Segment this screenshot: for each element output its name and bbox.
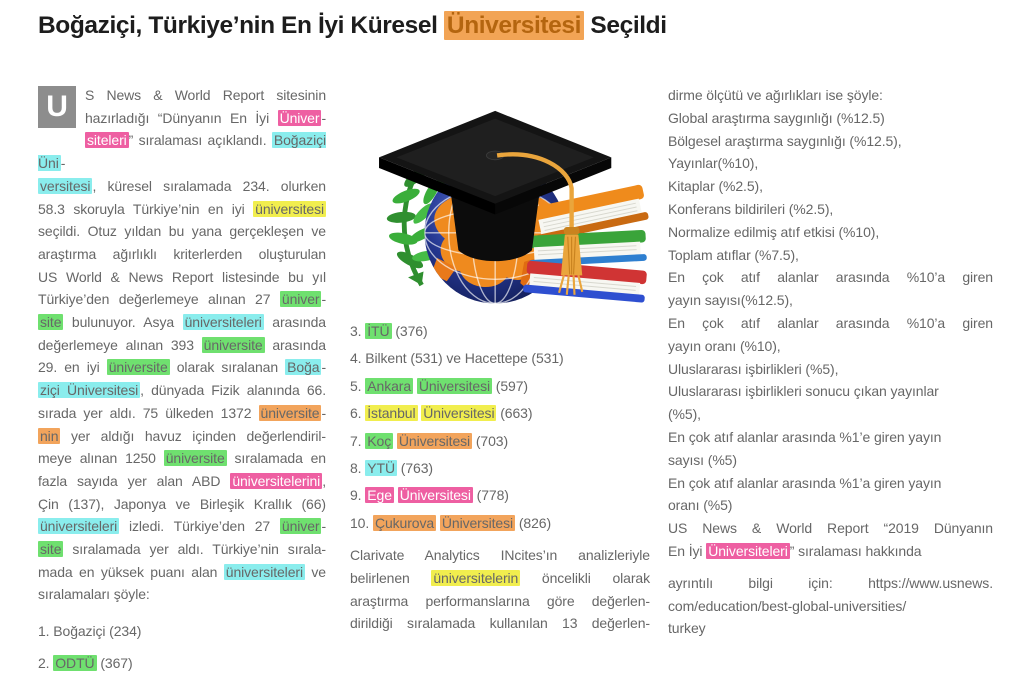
text-run: yer aldığı havuz içinden değerlendiril- <box>60 427 326 444</box>
text-line <box>38 515 326 538</box>
text-line <box>350 544 650 567</box>
text-run: - <box>321 359 327 376</box>
highlighted-text: Üniversitesi <box>398 432 471 449</box>
article-image <box>350 84 650 312</box>
text-run: yayın sayısı(%12.5), <box>668 292 793 309</box>
text-line <box>668 449 993 472</box>
highlighted-text: Üniversitesi <box>441 514 514 531</box>
text-run: belirlenen <box>350 569 432 586</box>
text-run: , dünyada Fizik alanında 66. <box>140 382 326 399</box>
text-run: En İyi <box>668 542 707 559</box>
highlighted-text: üniversiteleri <box>184 314 262 331</box>
text-run: Kitaplar (%2.5), <box>668 178 763 195</box>
text-line <box>350 510 650 537</box>
text-run: (763) <box>396 460 433 477</box>
text-run: (703) <box>472 432 509 449</box>
text-run: Çin (137), Japonya ve Birleşik Krallık (66) <box>38 495 326 512</box>
text-line <box>38 334 326 357</box>
text-line <box>668 107 993 130</box>
text-line <box>350 345 650 372</box>
text-run: 7. <box>350 432 366 449</box>
text-run: yayın oranı (%10), <box>668 337 781 354</box>
highlighted-text: üniversiteleri <box>225 563 303 580</box>
text-line <box>38 470 326 493</box>
highlighted-text: YTÜ <box>367 460 395 477</box>
text-run: mada en yüksek puanı alan <box>38 563 224 580</box>
text-run: - <box>321 518 326 535</box>
text-line <box>668 84 993 107</box>
text-line <box>668 289 993 312</box>
text-run: değerlemeye alınan 393 <box>38 336 202 353</box>
dropcap-letter: U <box>38 86 76 128</box>
text-run: sırada yer aldı. 75 ülkeden 1372 <box>38 404 259 421</box>
text-line <box>350 428 650 455</box>
text-run: , <box>322 472 326 489</box>
text-run: ve <box>304 563 326 580</box>
text-line <box>668 335 993 358</box>
text-run: (826) <box>515 514 552 531</box>
text-run: Normalize edilmiş atıf etkisi (%10), <box>668 223 880 240</box>
graduation-cap-globe-books-icon <box>350 84 650 312</box>
text-run: (663) <box>496 405 533 422</box>
text-line <box>668 152 993 175</box>
text-run: - <box>60 155 66 172</box>
text-line <box>38 447 326 470</box>
text-run: 2. <box>38 655 54 672</box>
text-line <box>350 590 650 613</box>
text-run: öncelikli olarak <box>520 569 650 586</box>
highlighted-text: üniversitelerini <box>232 472 321 489</box>
text-run: Global araştırma saygınlığı (%12.5) <box>668 109 885 126</box>
text-line <box>668 221 993 244</box>
highlighted-text: üniversite <box>108 359 168 376</box>
highlighted-text: Boğa <box>287 359 320 376</box>
text-run: US World & News Report listesinde bu yıl <box>38 268 326 285</box>
text-line <box>350 482 650 509</box>
text-run: olarak sıralanan <box>169 359 286 376</box>
highlighted-text: üniversitelerin <box>433 569 519 586</box>
text-line <box>350 373 650 400</box>
text-line <box>668 198 993 221</box>
text-line <box>38 198 326 221</box>
text-run: dirme ölçütü ve ağırlıkları ise şöyle: <box>668 87 883 103</box>
highlighted-text: İTÜ <box>367 323 390 339</box>
text-line <box>668 244 993 267</box>
highlighted-text: siteleri <box>87 132 127 149</box>
text-line <box>38 615 326 647</box>
text-line <box>38 288 326 311</box>
highlighted-text: Boğaziçi Üni <box>38 132 326 172</box>
text-line <box>38 583 326 606</box>
text-line <box>38 220 326 243</box>
text-line <box>668 540 993 563</box>
text-run: US News & World Report “2019 Dünyanın <box>668 520 993 537</box>
text-run: Yayınlar(%10), <box>668 155 759 172</box>
text-run: turkey <box>668 620 706 637</box>
text-line <box>668 517 993 540</box>
text-run: meye alınan 1250 <box>38 450 164 467</box>
text-run: Toplam atıflar (%7.5), <box>668 246 799 263</box>
text-run: sayısı (%5) <box>668 451 737 468</box>
text-line <box>38 129 326 174</box>
text-run: En çok atıf alanlar arasında %1’e giren yayın <box>668 428 942 445</box>
text-run: Clarivate Analytics INcites’ın analizleriyle <box>350 547 650 564</box>
text-run: 8. <box>350 460 366 477</box>
text-run: Seçildi <box>584 12 667 39</box>
text-run: (597) <box>491 377 528 394</box>
text-line <box>668 472 993 495</box>
text-run: S News & World Report sitesinin <box>85 87 326 103</box>
text-line <box>38 243 326 266</box>
highlighted-text: Ankara <box>367 377 412 394</box>
text-run: Uluslararası işbirlikleri (%5), <box>668 360 839 377</box>
text-run: hazırladığı “Dünyanın En İyi <box>85 109 278 126</box>
text-run: araştırma performanslarına göre değerlen- <box>350 592 650 609</box>
text-line <box>668 572 993 595</box>
highlighted-text: üniver <box>281 518 320 535</box>
text-run: (%5), <box>668 406 701 423</box>
highlighted-text: İstanbul <box>367 405 416 422</box>
text-run: Konferans bildirileri (%2.5), <box>668 200 834 217</box>
column-1 <box>38 84 326 679</box>
text-run: 58.3 skoruyla Türkiye’nin en iyi <box>38 200 254 217</box>
highlighted-text: Ege <box>367 487 392 504</box>
text-run: 10. <box>350 514 373 531</box>
text-line <box>350 400 650 427</box>
criteria-list <box>668 84 993 563</box>
text-run: (367) <box>96 655 133 672</box>
text-run: fazla sayıda yer alan ABD <box>38 472 231 489</box>
text-line <box>350 318 650 345</box>
text-line <box>350 567 650 590</box>
text-run: Boğaziçi, Türkiye’nin En İyi Küresel <box>38 12 444 39</box>
text-line <box>38 493 326 516</box>
text-run: 29. en iyi <box>38 359 107 376</box>
text-run: 3. <box>350 323 366 339</box>
text-run: bulunuyor. Asya <box>63 314 183 331</box>
text-run: arasında <box>263 314 326 331</box>
text-line <box>668 595 993 618</box>
column-3 <box>668 84 993 640</box>
text-line <box>38 425 326 448</box>
text-line <box>668 494 993 517</box>
highlighted-text: Koç <box>367 432 392 449</box>
text-line <box>668 266 993 289</box>
text-line <box>38 402 326 425</box>
text-line <box>350 455 650 482</box>
text-line <box>668 403 993 426</box>
text-run: (376) <box>391 323 428 339</box>
text-run: - <box>321 109 326 126</box>
text-line <box>38 107 326 130</box>
text-run: 1. Boğaziçi (234) <box>38 623 142 640</box>
text-run: 4. Bilkent (531) ve Hacettepe (531) <box>350 350 564 367</box>
highlighted-text: Üniversitesi <box>399 487 471 504</box>
ranking-list-bottom <box>350 318 650 537</box>
highlighted-text: üniversite <box>203 336 263 353</box>
text-run: sıralamada en <box>226 450 326 467</box>
text-line <box>38 84 326 107</box>
text-line <box>38 379 326 402</box>
text-line <box>668 380 993 403</box>
text-run: seçildi. Otuz yıldan bu yana gerçekleşen ve <box>38 223 326 240</box>
text-run: - <box>321 291 326 308</box>
text-line <box>668 175 993 198</box>
highlighted-text: site <box>40 314 62 331</box>
text-run: sıralamaları şöyle: <box>38 586 150 603</box>
text-run: - <box>321 404 326 421</box>
text-run: 5. <box>350 377 366 394</box>
highlighted-text: Çukurova <box>374 514 435 531</box>
text-run: oranı (%5) <box>668 497 733 514</box>
info-url <box>668 572 993 640</box>
text-line <box>38 647 326 679</box>
text-run: (778) <box>472 487 509 504</box>
text-run: Bölgesel araştırma saygınlığı (%12.5), <box>668 132 902 149</box>
highlighted-text: Üniver <box>279 109 320 126</box>
text-run: dirildiği sıralamada kullanılan 13 değerlen- <box>350 615 650 632</box>
text-line <box>350 612 650 635</box>
highlighted-text: nin <box>40 427 59 444</box>
text-run: izledi. Türkiye’den 27 <box>119 518 280 535</box>
text-run: En çok atıf alanlar arasında %10’a giren <box>668 269 993 286</box>
ranking-list-top <box>38 615 326 679</box>
highlighted-text: Üniversiteleri <box>708 542 788 559</box>
text-line <box>38 266 326 289</box>
highlighted-text: üniversitesi <box>255 200 324 217</box>
text-line <box>668 358 993 381</box>
text-run: ayrıntılı bilgi için: https://www.usnews. <box>668 574 993 591</box>
text-run: Türkiye’den değerlemeye alınan 27 <box>38 291 280 308</box>
text-run: En çok atıf alanlar arasında %1’a giren yayın <box>668 474 942 491</box>
highlighted-text: ODTÜ <box>55 655 95 672</box>
text-run: En çok atıf alanlar arasında %10’a giren <box>668 314 993 331</box>
text-run: sıralamada yer aldı. Türkiye’nin sırala- <box>63 541 326 558</box>
text-line <box>668 426 993 449</box>
highlighted-text: üniversite <box>260 404 320 421</box>
text-run: 9. <box>350 487 366 504</box>
text-line <box>668 130 993 153</box>
highlighted-text: üniversite <box>165 450 225 467</box>
text-run: ” sıralaması hakkında <box>789 542 922 559</box>
text-line <box>668 617 993 640</box>
text-run: 6. <box>350 405 366 422</box>
lead-paragraph <box>38 84 326 606</box>
highlighted-text: Üniversitesi <box>418 377 490 394</box>
text-run: araştırma ağırlıklı kriterlerden oluşturulan <box>38 245 326 262</box>
article-title <box>38 12 667 40</box>
text-run: , küresel sıralamada 234. olurken <box>92 177 326 194</box>
text-line <box>38 175 326 198</box>
highlighted-text: ziçi Üniversitesi <box>40 382 139 399</box>
column-2 <box>350 84 650 635</box>
text-line <box>38 311 326 334</box>
text-run: Uluslararası işbirlikleri sonucu çıkan yayınlar <box>668 383 939 400</box>
highlighted-text: Üniversitesi <box>423 405 495 422</box>
text-line <box>668 312 993 335</box>
text-run: arasında <box>264 336 326 353</box>
text-line <box>38 356 326 379</box>
text-run: com/education/best-global-universities/ <box>668 597 907 614</box>
analysis-paragraph <box>350 544 650 635</box>
highlighted-text: üniversiteleri <box>40 518 118 535</box>
highlighted-text: versitesi <box>40 177 91 194</box>
text-line <box>38 538 326 561</box>
highlighted-text: Üniversitesi <box>444 11 584 40</box>
highlighted-text: site <box>40 541 62 558</box>
highlighted-text: üniver <box>281 291 320 308</box>
text-line <box>38 561 326 584</box>
text-run: ” sıralaması açıklandı. <box>128 132 272 149</box>
